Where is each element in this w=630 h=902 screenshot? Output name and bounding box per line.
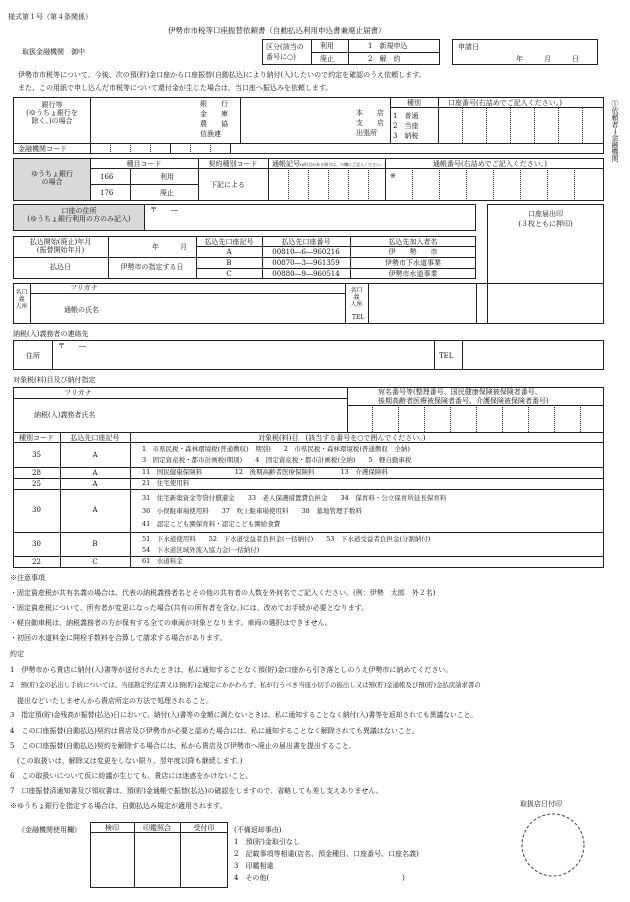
pay-row-name: 伊 勢 市 (388, 248, 438, 256)
target-row-items[interactable]: 31 住宅新築資金等貸付償還金 33 老人保護措置費負担金 34 保育料・公立保育所延長保育料 36 小俣駐車場使用料 37 吹上駐車場使用料 38 墓地管理手数料 41 認定こども園保育料・認定こども園給食費 (142, 494, 447, 528)
seal-label: 口座届出印 (528, 210, 563, 218)
yakutei-item: 1 伊勢市から貴店に納付(入)書等が送付されたときは、私に通知することなく預(貯)金口座から引き落としのうえ伊勢市に納めてください。 (10, 666, 453, 674)
account-kind-header: 種別 (407, 99, 421, 107)
target-furigana-label: フリガナ (64, 389, 92, 397)
target-row-items[interactable]: 1 市県民税・森林環境税(普通徴収) 期別) 2 市県民税・森林環境税(普通徴収 全納) 3 固定資産税・都市計画税(期別) 4 固定資産税・都市計画税(全納) 5 軽自動車税 (142, 445, 412, 464)
pay-row-name: 伊勢市下水道事業 (385, 259, 441, 267)
tsucho-number-header: 通帳番号(右詰めでご記入ください。) (433, 160, 547, 168)
return-reason: 1 預(貯)金取引なし (234, 838, 300, 846)
atena-no-label: 宛名番号等(整理番号、国民健康保険被保険者番号、 (378, 388, 542, 396)
tsucho-number-cells[interactable] (385, 168, 604, 201)
contact-postal: 〒 ― (58, 342, 86, 350)
target-code-header: 種別コード (19, 434, 54, 442)
note-item: ・固定資産税が共有名義の場合は、代表の納税義務者名とその他の共有者の人数を外何名でご記入ください。(例：伊勢 太郎 外２名) (10, 589, 436, 597)
pay-row-num: 00810―6―960216 (272, 248, 340, 256)
form-number: 様式第１号（第４条関係） (8, 13, 92, 21)
contact-tel-label: TEL (439, 352, 454, 360)
type-code-176: 176 (100, 189, 114, 197)
bank-use-label: 《金融機関使用欄》 (18, 826, 81, 834)
addressee: 取扱金融機関 御中 (22, 48, 85, 56)
target-row-items[interactable]: 61 水道料金 (142, 557, 183, 565)
bank-code-cells[interactable] (90, 143, 250, 154)
yakutei-title: 約定 (10, 650, 24, 658)
yakutei-item: 5 この口座振替(自動払込)契約を解除する場合には、私から貴店及び伊勢市へ廃止の届出書を提出すること。 (10, 742, 356, 750)
holder-name-label: 通帳の氏名 (64, 306, 99, 314)
return-reason: 2 記載事項等相違(店名、預金種目、口座番号、口座名義) (234, 850, 419, 858)
yakutei-item: 4 この口座振替(自動払込)契約は貴店及び伊勢市が必要と認めた場合には、私に通知することなく解除されても異議はないこと。 (10, 727, 419, 735)
target-row-code: 30 (32, 540, 41, 548)
return-reason: 4 その他( ) (234, 874, 405, 882)
atena-no-cells[interactable] (347, 405, 604, 432)
pay-row-name: 伊勢市水道事業 (388, 270, 438, 278)
pay-row-code: A (226, 248, 232, 256)
pay-name-header: 払込先加入者名 (388, 238, 438, 246)
notes-title: ※注意事項 (10, 574, 45, 582)
target-row-code: 35 (32, 451, 41, 459)
uketsuke-header: 受付印 (193, 824, 215, 832)
inkan-shougou-header: 印鑑照合 (143, 824, 171, 832)
account-address-label: 口座の住所 (ゆうちょ銀行利用の方のみ記入) (27, 207, 131, 224)
yakutei-item: 6 この取扱いについて仮に紛議が生じても、貴店には迷惑をかけないこと。 (10, 772, 253, 780)
account-kind-list[interactable]: 1 普通 2 当座 3 納税 (393, 112, 419, 140)
target-row-acct: A (92, 469, 98, 477)
target-row-items[interactable]: 21 住宅使用料 (142, 479, 190, 487)
targets-title: 対象税(料)目及び納付指定 (13, 376, 96, 384)
intro-line-1: 伊勢市市税等について、今後、次の預(貯)金口座から口座振替(自動払込)により納付(入)したいので約定を確認のうえ依頼します。 (18, 71, 426, 79)
haishi-option[interactable]: 2 解 約 (368, 55, 401, 63)
yakutei-item: 2 預(貯)金の払出し手続については、当座勘定約定書又は預(貯)金規定にかかわらず、私が行うべき当座小切手の振出し又は預(貯)金通帳及び預(貯)金払戻請求書の (10, 681, 481, 689)
return-reasons-title: (不備返却事由) (234, 826, 282, 834)
yakutei-item: 7 口座振替済通知書及び領収書は、預(貯)金通帳で振替(払込)の確認をしますので、省略しても差し支えありません。 (10, 787, 383, 795)
yakutei-item: (この取扱いは、解除又は変更をしない限り、翌年度以降も継続します。) (10, 757, 243, 765)
holder-tel-label: TEL (352, 314, 365, 321)
bank-code-label: 金融機関コード (18, 145, 67, 153)
branch-type-list[interactable]: 本 店 支 店 出張所 (356, 109, 384, 137)
target-row-code: 30 (32, 506, 41, 514)
yakutei-item: 3 指定預(貯)金残高が振替(払込)日において、納付(入)書等の金額に満たないときは、私に通知することなく納付(入)書等を返却されても異議ないこと。 (10, 711, 478, 719)
target-row-code: 22 (32, 558, 41, 566)
branch-date-stamp-label: 取扱店日付印 (520, 800, 562, 808)
type-label-haishi[interactable]: 廃止 (160, 189, 174, 197)
target-row-code: 28 (32, 469, 41, 477)
intro-line-2: また、この用紙で申し込んだ市税等について還付金が生じた場合は、当口座へ振込みを依頼します。 (18, 84, 333, 92)
account-address-postal: 〒 ― (150, 206, 178, 214)
target-row-items[interactable]: 51 下水道使用料 52 下水道受益者負担金(一括納付) 53 下水道受益者負担金(分割納付) 54 下水道区域外流入協力金(一括納付) (142, 535, 431, 554)
pay-row-num: 00880―9―960514 (272, 270, 340, 278)
target-row-code: 25 (32, 480, 41, 488)
note-item: ・初回の水道料金に開栓手数料を合算して請求する場合があります。 (10, 634, 227, 642)
riyou-option[interactable]: 1 新規申込 (368, 42, 408, 50)
pay-code-header: 払込先口座記号 (204, 238, 254, 246)
contact-title: 納税(入)義務者の連絡先 (13, 330, 89, 338)
copy-side-note: ①依頼者→金融機関 (611, 100, 620, 162)
holder-furigana-label: フリガナ (70, 284, 98, 292)
start-month-label: 払込開始(廃止)年月 (振替開始年月) (29, 238, 92, 255)
pay-row-num: 00870―3―961359 (272, 259, 340, 267)
target-row-acct: A (92, 451, 98, 459)
kubun-label-2: 番号に○) (266, 53, 296, 61)
target-row-acct: A (92, 480, 98, 488)
tsucho-asterisk: ※ (390, 172, 396, 180)
tsucho-code-cells[interactable] (268, 168, 385, 201)
payment-date-label: 払込日 (50, 263, 71, 271)
contract-note: 下記による (210, 181, 245, 189)
note-item: ・軽自動車税は、納税義務者の方が保有する全ての車両が対象となります。車両の選択はできません。 (10, 619, 332, 627)
type-label-riyou[interactable]: 利用 (160, 173, 174, 181)
bank-left-label: 銀行等 (ゆうちょ銀行を 除く。)の場合 (26, 101, 78, 126)
account-number-header: 口座番号(右詰めでご記入ください。) (448, 99, 562, 107)
target-acct-header: 払込先口座記号 (70, 434, 120, 442)
holder-side-label: 名口 義 人座 (15, 289, 28, 310)
riyou-label: 利用 (320, 42, 334, 50)
application-date-label: 申請日 (458, 43, 479, 51)
payer-name-label: 納税(入)義務者氏名 (34, 411, 96, 419)
pay-row-code: C (226, 270, 232, 278)
seal-note: (３枚ともに押印) (518, 220, 573, 228)
account-number-cells[interactable] (438, 107, 604, 143)
type-code-header: 種目コード (126, 160, 162, 168)
kubun-label: 区分(該当の (266, 43, 304, 51)
target-items-header: 対象税(料)目 (該当する番号を○で囲んでください。) (258, 434, 426, 442)
holder-addr-side-label: 名口 義 人座 (350, 287, 363, 308)
contract-code-header: 契約種別コード (208, 160, 258, 168)
form-title: 伊勢市市税等口座振替依頼書（自動払込利用申込書兼廃止届書） (168, 26, 386, 35)
type-code-166: 166 (100, 173, 114, 181)
kenin-header: 検印 (105, 824, 119, 832)
application-date-format: 年 月 日 (516, 55, 579, 63)
pay-num-header: 払込先口座番号 (281, 238, 331, 246)
holder-section (13, 283, 604, 324)
contact-box[interactable] (13, 340, 604, 370)
atena-no-label-2: 後期高齢者医療被保険者番号、介護保険被保険者番号) (378, 397, 549, 405)
target-row-items[interactable]: 11 国民健康保険料 12 後期高齢者医療保険料 13 介護保険料 (142, 468, 388, 476)
yucho-left-label: ゆうちょ銀行 の場合 (31, 170, 73, 187)
contact-address-label: 住所 (26, 352, 40, 360)
yakutei-item: ※ゆうちょ銀行を指定する場合は、自動払込み規定が適用されます。 (10, 802, 227, 810)
tsucho-code-header: 通帳記号(6桁目がある場合は、※欄にご記入ください。) (272, 160, 386, 168)
date-stamp-circle (520, 812, 586, 878)
note-item: ・固定資産税について、所有者が変更になった場合(共有の所有者を含む。)には、改めてお手続が必要となります。 (10, 604, 369, 612)
return-reason: 3 印鑑相違 (234, 862, 274, 870)
bank-type-list[interactable]: 銀 行 金 庫 農 協 信漁連 (200, 100, 228, 138)
haishi-label: 廃止 (320, 55, 334, 63)
payment-date-value: 伊勢市の指定する日 (120, 263, 184, 271)
target-row-acct: C (92, 558, 98, 566)
target-row-acct: A (92, 506, 98, 514)
pay-row-code: B (226, 259, 232, 267)
target-row-acct: B (92, 540, 98, 548)
start-month-value[interactable]: 年 月 (152, 243, 187, 251)
yakutei-item: 提出などいたしませんから貴店所定の方法で処理されること。 (10, 697, 213, 705)
